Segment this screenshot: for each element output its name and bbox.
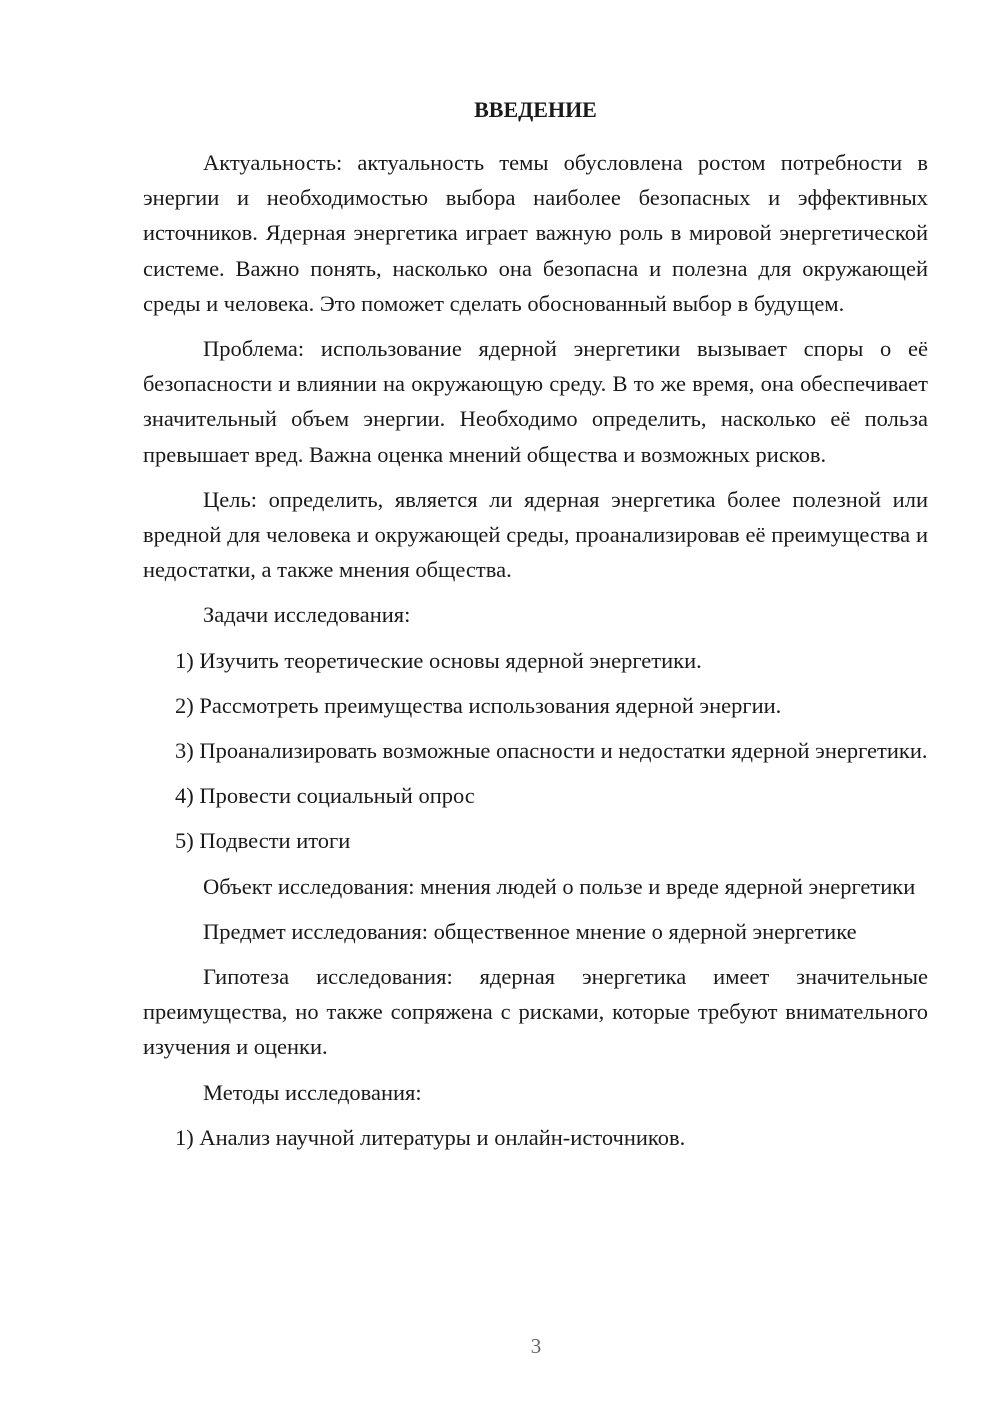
problem-paragraph: Проблема: использование ядерной энергетики вызывает споры о её безопасности и влиянии на окружающую среду. В то же время, она обеспечивает значительный объем энергии. Необходимо определить, насколько её польза превышает вред. Важна оценка мнений общества и возможных рисков. (143, 336, 928, 467)
task-item-3: 3) Проанализировать возможные опасности и недостатки ядерной энергетики. (175, 738, 928, 764)
task-item-1: 1) Изучить теоретические основы ядерной энергетики. (175, 647, 702, 673)
tasks-heading: Задачи исследования: (203, 602, 411, 628)
subject-paragraph: Предмет исследования: общественное мнение о ядерной энергетике (203, 918, 857, 944)
object-paragraph: Объект исследования: мнения людей о пользе и вреде ядерной энергетики (203, 873, 916, 899)
section-title: ВВЕДЕНИЕ (474, 97, 597, 122)
document-page (143, 92, 928, 1155)
methods-heading: Методы исследования: (203, 1079, 422, 1105)
hypothesis-paragraph: Гипотеза исследования: ядерная энергетика имеет значительные преимущества, но также сопряжена с рисками, которые требуют внимательного изучения и оценки. (143, 964, 928, 1060)
task-item-4: 4) Провести социальный опрос (175, 783, 475, 809)
task-item-5: 5) Подвести итоги (175, 828, 351, 854)
page-number: 3 (530, 1334, 542, 1358)
task-item-2: 2) Рассмотреть преимущества использования ядерной энергии. (175, 692, 782, 718)
relevance-paragraph: Актуальность: актуальность темы обусловлена ростом потребности в энергии и необходимостью выбора наиболее безопасных и эффективных источников. Ядерная энергетика играет важную роль в мировой энергетической системе. Важно понять, насколько она безопасна и полезна для окружающей среды и человека. Это поможет сделать обоснованный выбор в будущем. (143, 150, 928, 316)
method-item-1: 1) Анализ научной литературы и онлайн-источников. (175, 1124, 686, 1150)
goal-paragraph: Цель: определить, является ли ядерная энергетика более полезной или вредной для человека и окружающей среды, проанализировав её преимущества и недостатки, а также мнения общества. (143, 486, 928, 583)
